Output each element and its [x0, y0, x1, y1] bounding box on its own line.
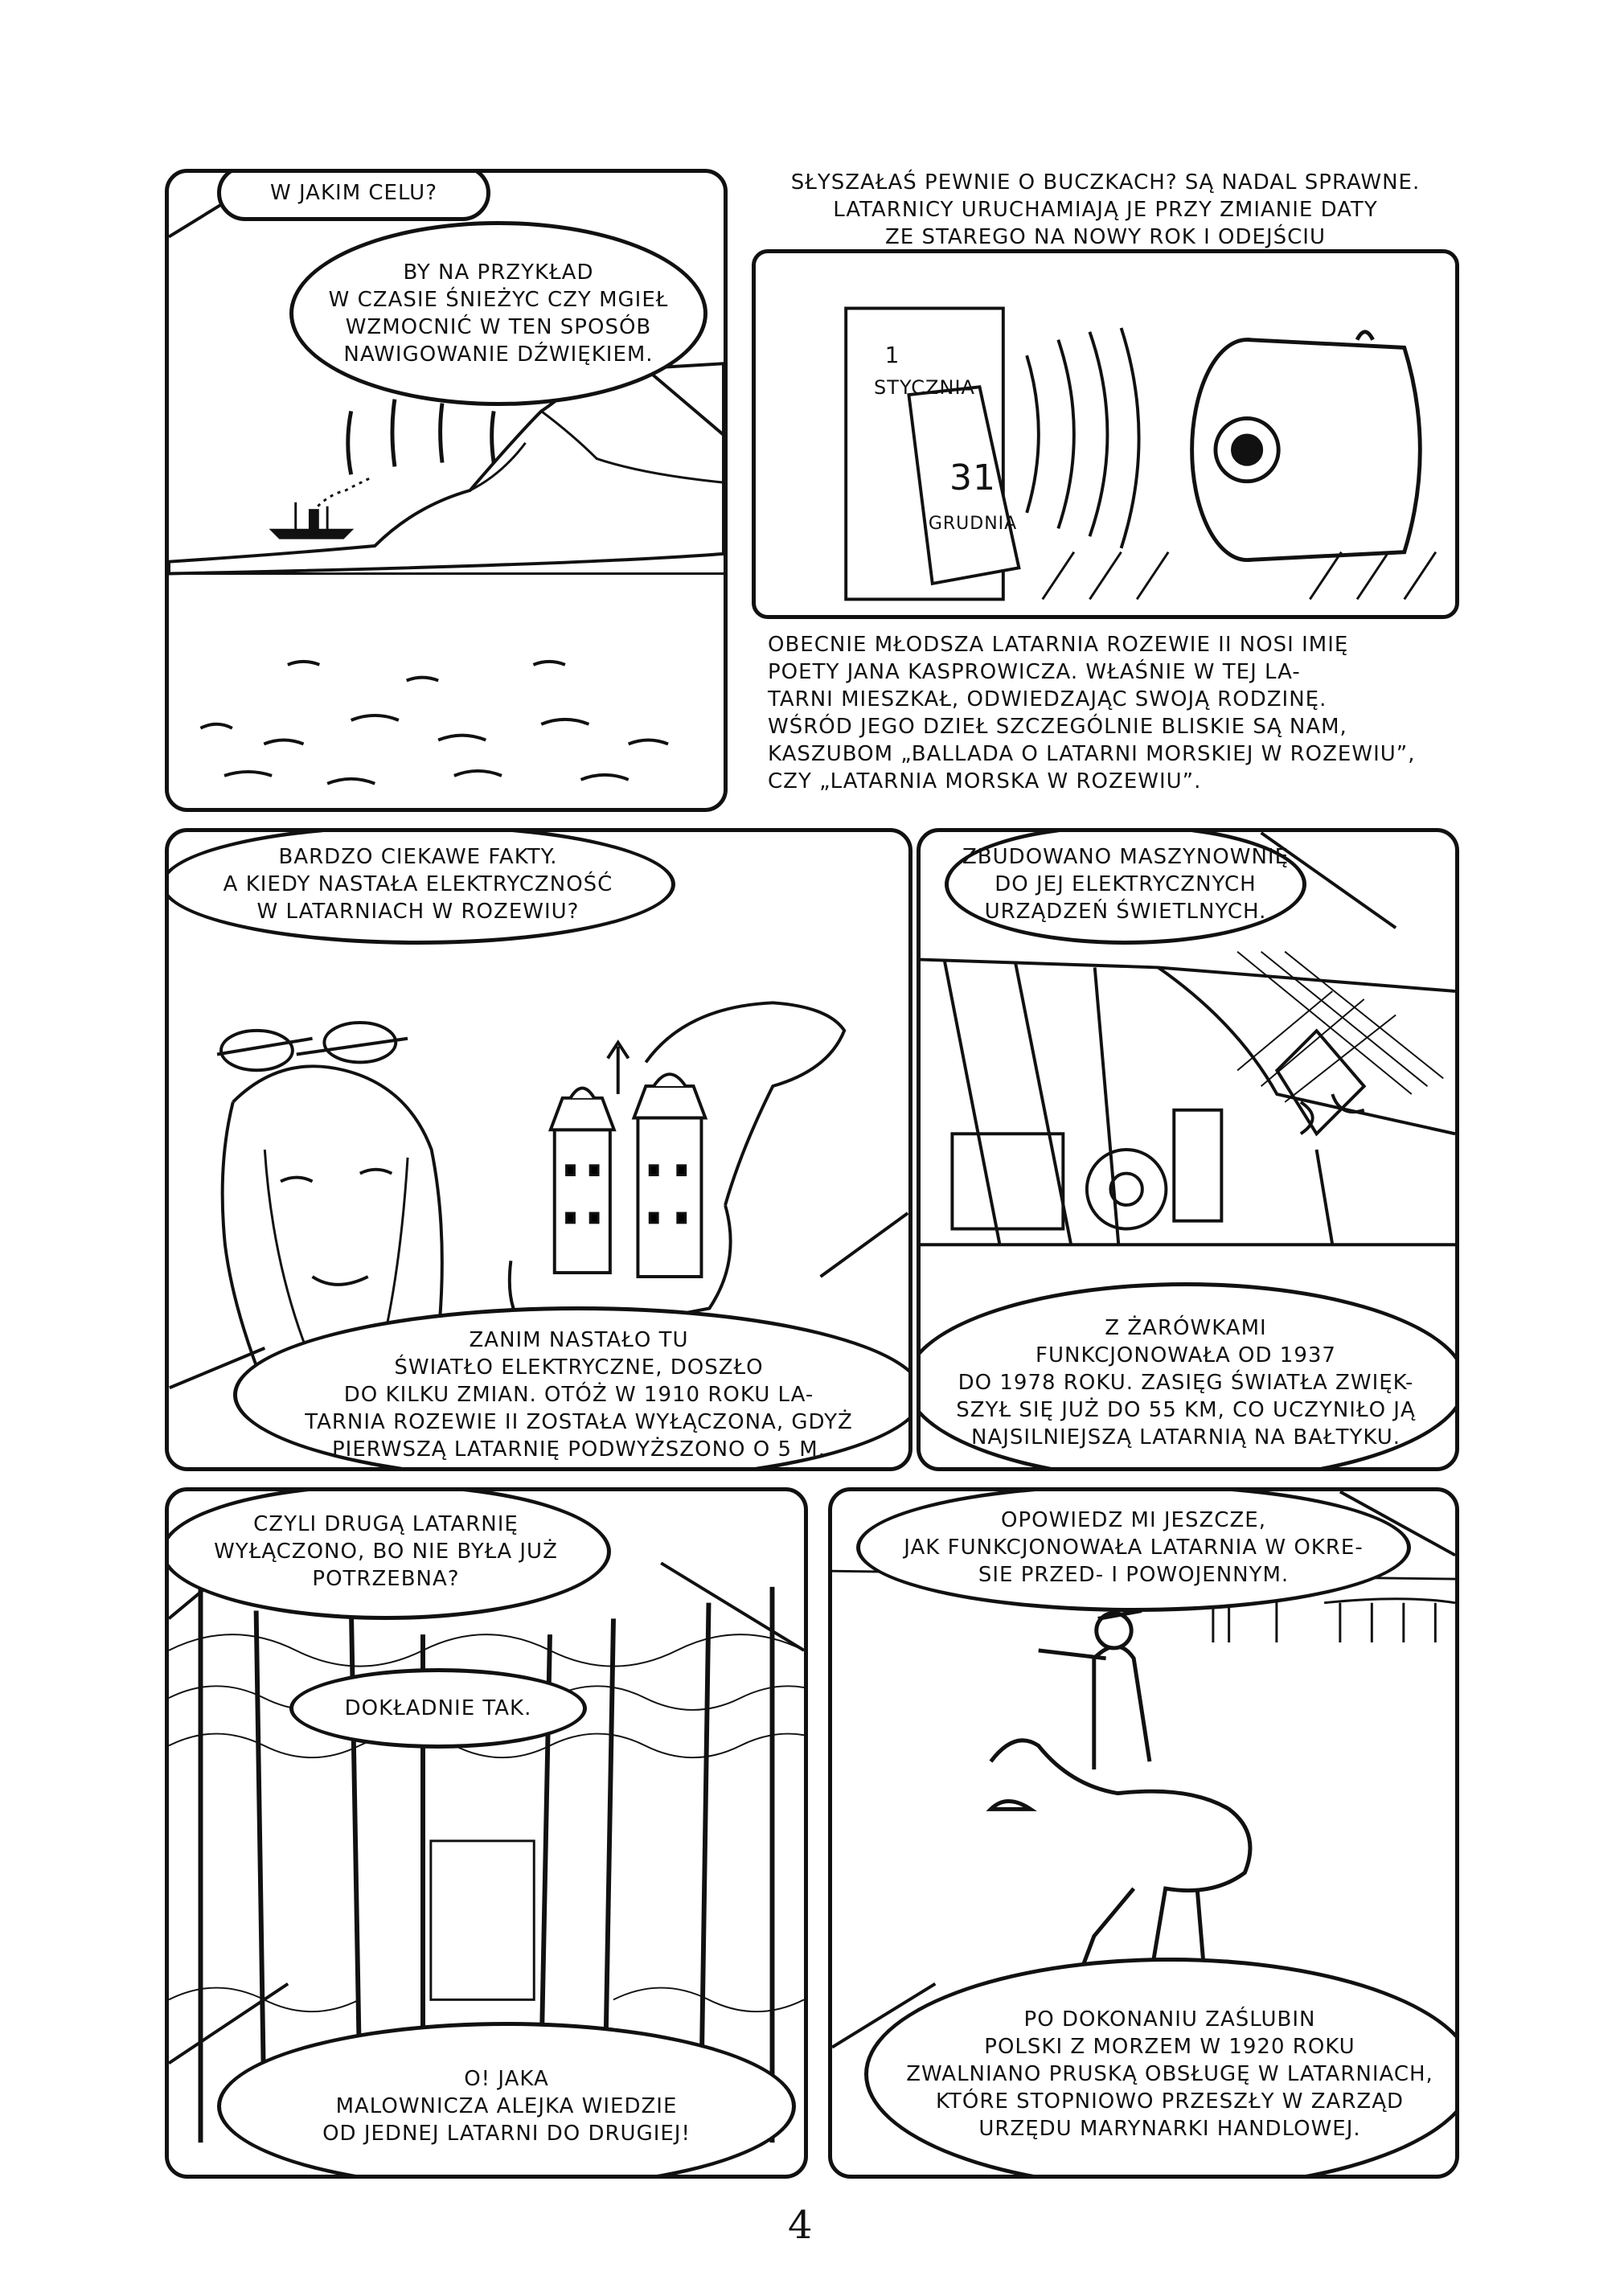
panel-3-woman — [165, 828, 912, 1471]
bubble-top-text: CZYLI DRUGĄ LATARNIĘ WYŁĄCZONO, BO NIE BYŁA JUŻ POTRZEBNA? — [214, 1512, 558, 1591]
speech-bubble-bottom — [864, 1958, 1459, 2179]
speech-bubble-top — [165, 1487, 611, 1620]
bubble-bottom-text: Z ŻARÓWKAMI FUNKCJONOWAŁA OD 1937 DO 1978 ROKU. ZASIĘG ŚWIATŁA ZWIĘK- SZYŁ SIĘ JUŻ DO 55 KM, CO UCZYNIŁO JĄ NAJSILNIEJSZĄ LATARNIĄ NA BAŁTYKU. — [956, 1316, 1416, 1449]
bubble-top-text: ZBUDOWANO MASZYNOWNIĘ DO JEJ ELEKTRYCZNYCH URZĄDZEŃ ŚWIETLNYCH. — [962, 845, 1289, 924]
foghorn-icon — [1192, 332, 1421, 560]
speech-bubble-top — [945, 828, 1306, 945]
speech-bubble-top — [165, 828, 675, 945]
foghorn-frame — [752, 249, 1459, 619]
speech-bubble-bottom — [917, 1282, 1459, 1471]
bubble-bottom-text: PO DOKONANIU ZAŚLUBIN POLSKI Z MORZEM W 1920 ROKU ZWALNIANO PRUSKĄ OBSŁUGĘ W LATARNIACH, KTÓRE STOPNIOWO PRZESZŁY W ZARZĄD URZĘDU MARYNARKI HANDLOWEJ. — [906, 2007, 1433, 2141]
calendar-top-day: 1 — [884, 342, 900, 368]
speech-bubble-bottom — [233, 1306, 912, 1471]
horse-rider-icon — [990, 1611, 1250, 2000]
bubble-answer-text: BY NA PRZYKŁAD W CZASIE ŚNIEŻYC CZY MGIEŁ WZMOCNIĆ W TEN SPOSÓB NAWIGOWANIE DŹWIĘKIEM. — [328, 260, 669, 367]
bubble-top-text: OPOWIEDZ MI JESZCZE, JAK FUNKCJONOWAŁA LATARNIA W OKRE- SIE PRZED- I POWOJENNYM. — [904, 1508, 1364, 1587]
caption-bottom: OBECNIE MŁODSZA LATARNIA ROZEWIE II NOSI IMIĘ POETY JANA KASPROWICZA. WŁAŚNIE W TEJ LA- TARNI MIESZKAŁ, ODWIEDZAJĄC SWOJĄ RODZINĘ. WŚRÓD JEGO DZIEŁ SZCZEGÓLNIE BLISKIE SĄ NAM, KASZUBOM „BALLADA O LATARNI MORSKIEJ W ROZEWIU”, CZY „LATARNIA MORSKA W ROZEWIU”. — [768, 633, 1416, 793]
steamship-icon — [272, 478, 369, 538]
speech-bubble-answer — [289, 221, 707, 406]
bubble-middle-text: DOKŁADNIE TAK. — [344, 1696, 532, 1720]
speech-bubble-question — [217, 169, 490, 221]
panel-1-sea — [165, 169, 728, 812]
page-number: 4 — [788, 2203, 813, 2248]
calendar-top-month: STYCZNIA — [874, 376, 975, 399]
panel-2-foghorn — [752, 169, 1459, 812]
panel-6-horseman — [828, 1487, 1459, 2179]
bubble-bottom-text: O! JAKA MALOWNICZA ALEJKA WIEDZIE OD JEDNEJ LATARNI DO DRUGIEJ! — [322, 2067, 691, 2146]
speech-bubble-bottom — [217, 2022, 796, 2179]
bubble-top-text: BARDZO CIEKAWE FAKTY. A KIEDY NASTAŁA ELEKTRYCZNOŚĆ W LATARNIACH W ROZEWIU? — [223, 845, 613, 924]
speech-bubble-middle — [289, 1668, 587, 1749]
panel-4-engine-room — [917, 828, 1459, 1471]
caption-top: SŁYSZAŁAŚ PEWNIE O BUCZKACH? SĄ NADAL SPRAWNE. LATARNICY URUCHAMIAJĄ JE PRZY ZMIANIE DATY ZE STAREGO NA NOWY ROK I ODEJŚCIU — [790, 170, 1421, 249]
calendar-bottom-day: 31 — [949, 457, 996, 498]
speech-bubble-top — [856, 1487, 1411, 1612]
bubble-question-text: W JAKIM CELU? — [270, 181, 437, 205]
calendar-bottom-month: GRUDNIA — [928, 514, 1018, 534]
foghorn-illustration — [756, 253, 1455, 615]
panel-5-forest-alley — [165, 1487, 808, 2179]
bubble-bottom-text: ZANIM NASTAŁO TU ŚWIATŁO ELEKTRYCZNE, DOSZŁO DO KILKU ZMIAN. OTÓŻ W 1910 ROKU LA- TARNIA ROZEWIE II ZOSTAŁA WYŁĄCZONA, GDYŻ PIERWSZĄ LATARNIĘ PODWYŻSZONO O 5 M. — [305, 1328, 853, 1462]
arrow-up-icon — [608, 1043, 629, 1094]
